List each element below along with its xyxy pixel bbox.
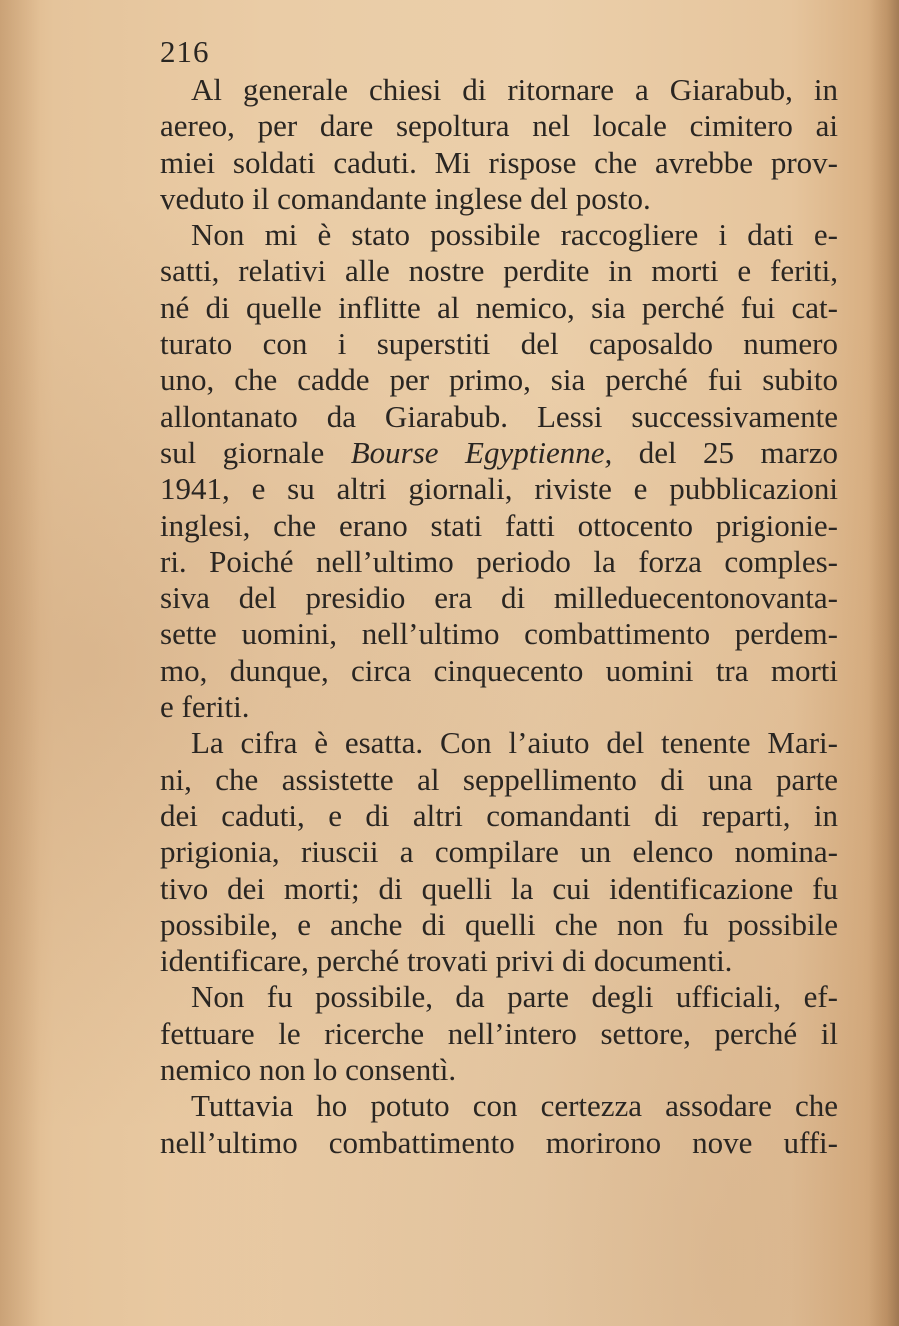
text-line: ri. Poiché nell’ultimo periodo la forza comples- — [160, 543, 838, 579]
italic-title: Bourse Egyptienne, — [350, 434, 613, 470]
text-line: identificare, perché trovati privi di documenti. — [160, 943, 733, 979]
text-line: mo, dunque, circa cinquecento uomini tra morti — [160, 652, 838, 688]
text-line: nell’ultimo combattimento morirono nove uffi- — [160, 1124, 838, 1160]
body-text — [160, 72, 838, 1161]
text-line: satti, relativi alle nostre perdite in morti e feriti, — [160, 253, 838, 289]
text-line: turato con i superstiti del caposaldo numero — [160, 326, 838, 362]
text-line: tivo dei morti; di quelli la cui identificazione fu — [160, 870, 838, 906]
text-line: né di quelle inflitte al nemico, sia perché fui cat- — [160, 289, 838, 325]
page-edge-shadow — [869, 0, 899, 1326]
text-line: Non fu possibile, da parte degli ufficiali, ef- — [191, 979, 838, 1015]
text-line: Tuttavia ho potuto con certezza assodare che — [191, 1088, 838, 1124]
text-line: dei caduti, e di altri comandanti di reparti, in — [160, 797, 838, 833]
text-line: miei soldati caduti. Mi rispose che avrebbe prov- — [160, 144, 838, 180]
text-line: prigionia, riuscii a compilare un elenco nomina- — [160, 834, 838, 870]
text-line: La cifra è esatta. Con l’aiuto del tenente Mari- — [191, 725, 838, 761]
text-line: possibile, e anche di quelli che non fu possibile — [160, 906, 838, 942]
text-line: Non mi è stato possibile raccogliere i dati e- — [191, 217, 838, 253]
text-line: veduto il comandante inglese del posto. — [160, 180, 651, 216]
text-line — [160, 435, 838, 471]
text-segment: sul giornale — [160, 434, 351, 470]
text-line: uno, che cadde per primo, sia perché fui subito — [160, 362, 838, 398]
text-line: e feriti. — [160, 689, 250, 725]
page-number: 216 — [160, 34, 210, 69]
text-line: Al generale chiesi di ritornare a Giarabub, in — [191, 72, 838, 107]
text-line: inglesi, che erano stati fatti ottocento prigionie- — [160, 507, 838, 543]
page-text-block — [160, 34, 838, 1161]
text-line: siva del presidio era di milleduecentonovanta- — [160, 580, 838, 616]
text-line: nemico non lo consentì. — [160, 1052, 457, 1088]
text-segment: del 25 marzo — [612, 434, 838, 470]
text-line: allontanato da Giarabub. Lessi successivamente — [160, 398, 838, 434]
text-line: 1941, e su altri giornali, riviste e pubblicazioni — [160, 471, 838, 507]
page-gutter-shadow — [0, 0, 40, 1326]
text-line: sette uomini, nell’ultimo combattimento perdem- — [160, 616, 838, 652]
text-line: fettuare le ricerche nell’intero settore, perché il — [160, 1015, 838, 1051]
text-line: ni, che assistette al seppellimento di una parte — [160, 761, 838, 797]
text-line: aereo, per dare sepoltura nel locale cimitero ai — [160, 108, 838, 144]
